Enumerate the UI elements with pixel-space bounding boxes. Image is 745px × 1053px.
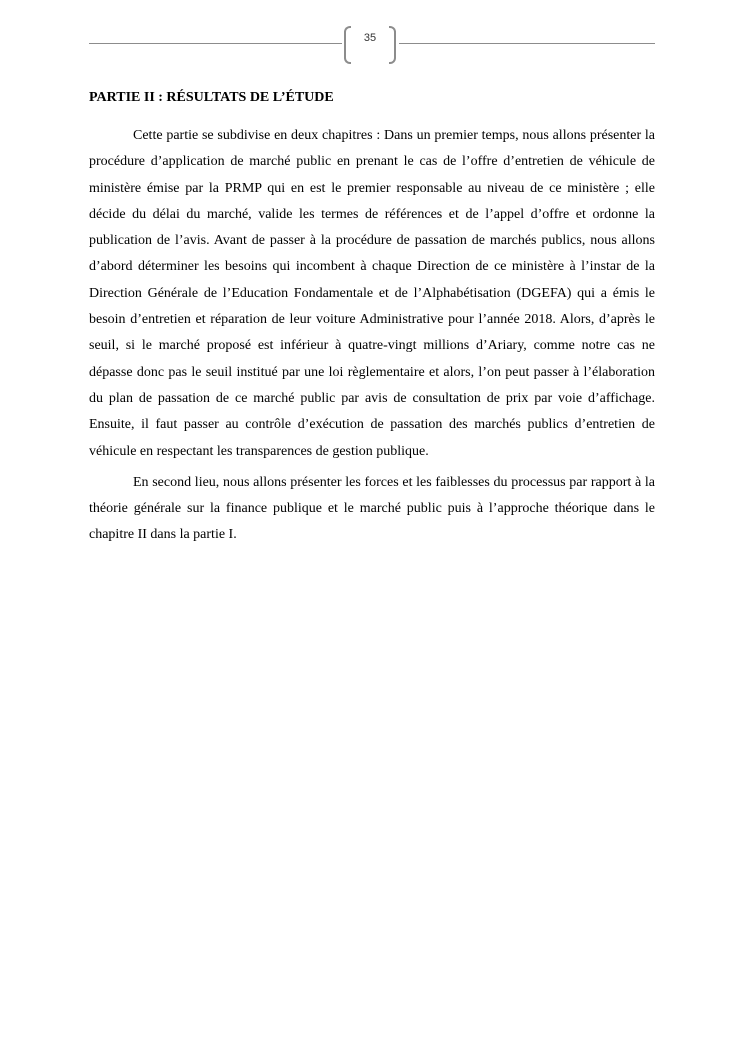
page-number-bracket-left xyxy=(344,26,351,64)
page-number-bracket-right xyxy=(389,26,396,64)
header-rule-right xyxy=(399,43,655,44)
intro-paragraph: Cette partie se subdivise en deux chapitres : Dans un premier temps, nous allons présenter la procédure d’application de marché public en prenant le cas de l’offre d’entretien de véhicule de ministère émise par la PRMP qui en est le premier responsable au niveau de ce ministère ; elle décide du délai du marché, valide les termes de références et de l’appel d’offre et ordonne la publication de l’avis. Avant de passer à la procédure de passation de marchés publics, nous allons d’abord déterminer les besoins qui incombent à chaque Direction de ce ministère à l’instar de la Direction Générale de l’Education Fondamentale et de l’Alphabétisation (DGEFA) qui a émis le besoin d’entretien et réparation de leur voiture Administrative pour l’année 2018. Alors, d’après le seuil, si le marché proposé est inférieur à quatre-vingt millions d’Ariary, comme notre cas ne dépasse donc pas le seuil institué par une loi règlementaire et alors, l’on peut passer à l’élaboration du plan de passation de ce marché public par avis de consultation de prix par voie d’affichage. Ensuite, il faut passer au contrôle d’exécution de passation des marchés publics d’entretien de véhicule en respectant les transparences de gestion publique. xyxy=(89,128,655,459)
second-paragraph: En second lieu, nous allons présenter les forces et les faiblesses du processus par rapport à la théorie générale sur la finance publique et le marché public puis à l’approche théorique dans le chapitre II dans la partie I. xyxy=(89,474,655,543)
section-title: PARTIE II : RÉSULTATS DE L’ÉTUDE xyxy=(89,90,334,105)
page-content xyxy=(89,88,655,554)
page-header xyxy=(89,24,655,64)
header-rule-left xyxy=(89,43,342,44)
page-number: 35 xyxy=(363,32,377,44)
